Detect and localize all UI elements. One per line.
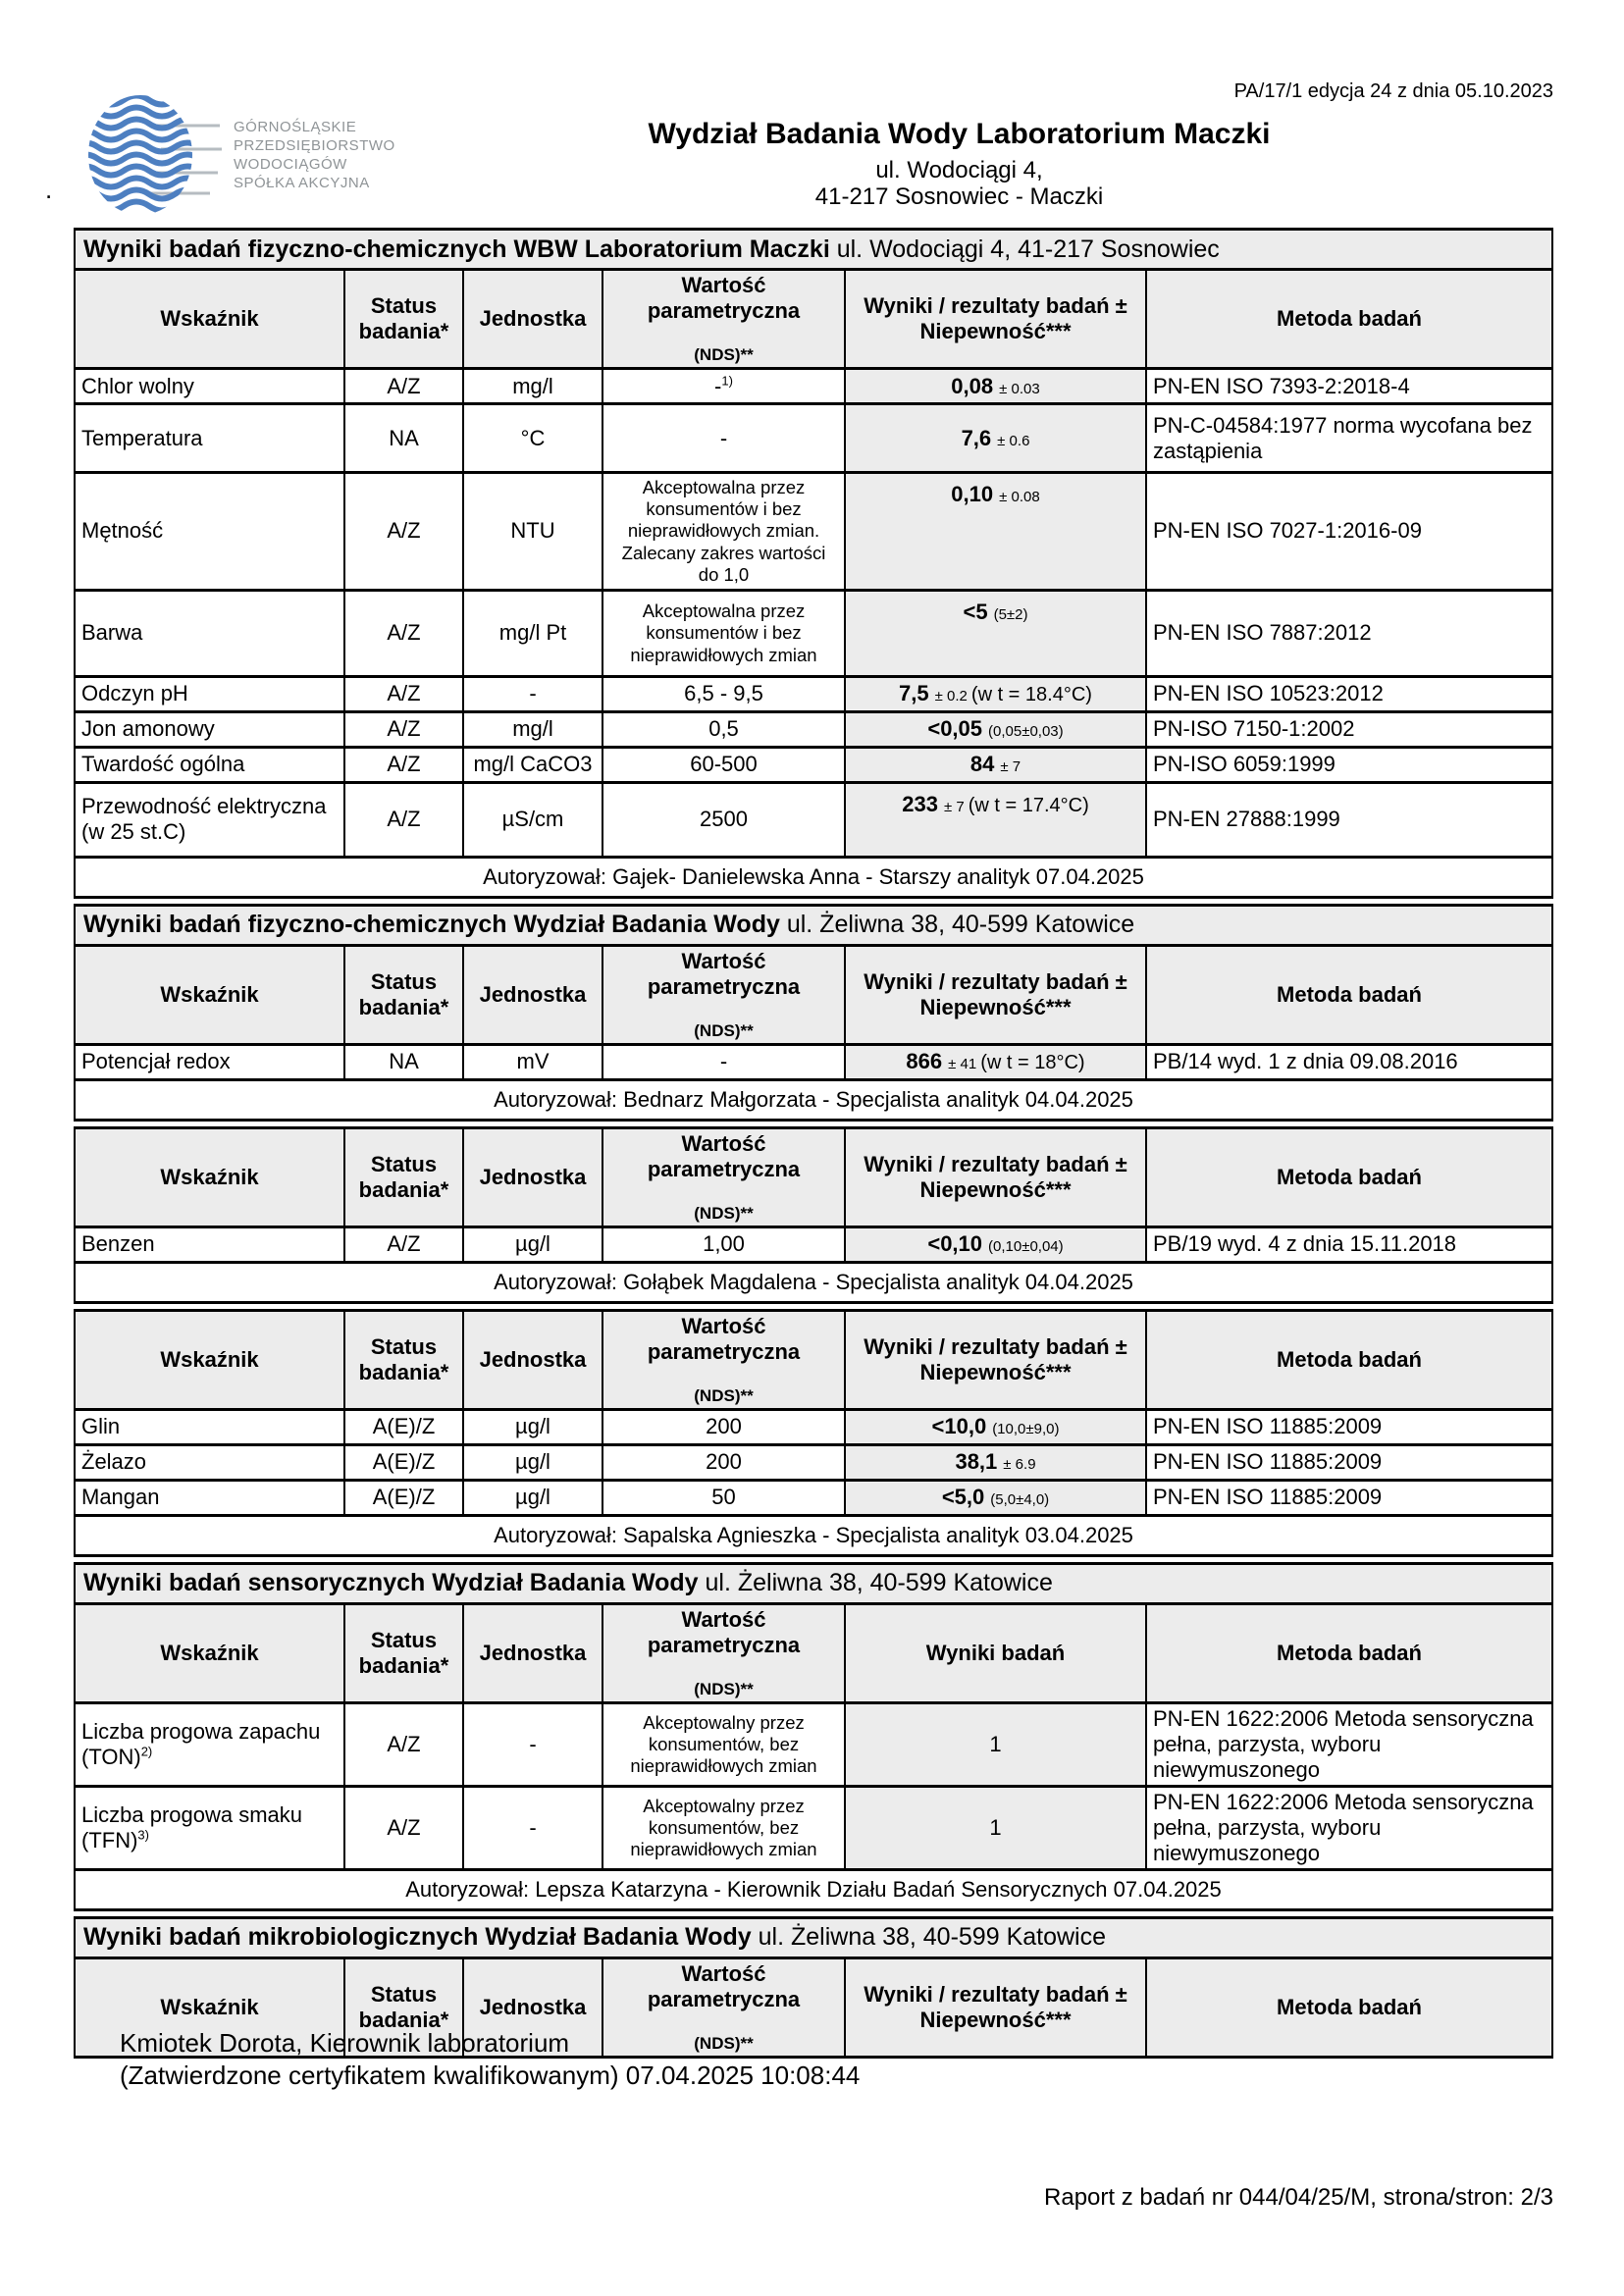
status-cell: A/Z	[344, 1786, 463, 1869]
table-row	[75, 473, 1552, 591]
stray-dot: .	[45, 175, 53, 204]
col-header-wartosc: Wartość parametryczna (NDS)**	[602, 270, 845, 369]
col-header-wyniki: Wyniki / rezultaty badań ± Niepewność***	[845, 945, 1146, 1044]
table-row	[75, 1786, 1552, 1869]
result-cell: 0,08 ± 0.03	[845, 369, 1146, 404]
col-header-wskaznik: Wskaźnik	[75, 1957, 344, 2057]
company-name-line: SPÓŁKA AKCYJNA	[234, 175, 370, 191]
table-row	[75, 590, 1552, 676]
col-header-status: Status badania*	[344, 1957, 463, 2057]
table-sensory	[74, 1562, 1553, 1911]
header-row	[75, 270, 1552, 369]
table-fiz-chem-maczki	[74, 228, 1553, 899]
col-header-status: Status badania*	[344, 1310, 463, 1409]
company-name-line: GÓRNOŚLĄSKIE	[234, 119, 357, 135]
result-cell: 0,10 ± 0.08	[845, 473, 1146, 591]
method-cell: PB/14 wyd. 1 z dnia 09.08.2016	[1146, 1044, 1552, 1079]
table-row	[75, 711, 1552, 747]
nds-cell: 200	[602, 1409, 845, 1444]
result-cell: 38,1 ± 6.9	[845, 1444, 1146, 1480]
table-row	[75, 404, 1552, 473]
status-cell: A/Z	[344, 1226, 463, 1262]
nds-cell: -	[602, 1044, 845, 1079]
col-header-metoda: Metoda badań	[1146, 1310, 1552, 1409]
col-header-jednostka: Jednostka	[463, 1957, 602, 2057]
results-tables	[74, 228, 1553, 2063]
col-header-metoda: Metoda badań	[1146, 945, 1552, 1044]
result-cell: 233 ± 7 (w t = 17.4°C)	[845, 782, 1146, 857]
method-cell: PN-ISO 7150-1:2002	[1146, 711, 1552, 747]
method-cell: PN-EN ISO 11885:2009	[1146, 1409, 1552, 1444]
nds-cell: 200	[602, 1444, 845, 1480]
signature-name: Kmiotek Dorota, Kierownik laboratorium	[120, 2028, 570, 2058]
result-cell: <0,05 (0,05±0,03)	[845, 711, 1146, 747]
col-header-metoda: Metoda badań	[1146, 1957, 1552, 2057]
col-header-metoda: Metoda badań	[1146, 1603, 1552, 1702]
page-title: Wydział Badania Wody Laboratorium Maczki	[648, 118, 1271, 150]
authorized-row	[75, 1869, 1552, 1909]
section-title: Wyniki badań mikrobiologicznych Wydział Badania Wody ul. Żeliwna 38, 40-599 Katowice	[75, 1917, 1552, 1957]
method-cell: PN-EN 27888:1999	[1146, 782, 1552, 857]
col-header-wskaznik: Wskaźnik	[75, 1127, 344, 1226]
section-title-row	[75, 1563, 1552, 1603]
col-header-wartosc: Wartość parametryczna (NDS)**	[602, 1127, 845, 1226]
section-title-row	[75, 905, 1552, 945]
col-header-wskaznik: Wskaźnik	[75, 270, 344, 369]
company-name-line: WODOCIĄGÓW	[234, 156, 347, 173]
status-cell: A(E)/Z	[344, 1409, 463, 1444]
status-cell: A(E)/Z	[344, 1444, 463, 1480]
col-header-jednostka: Jednostka	[463, 1603, 602, 1702]
section-title: Wyniki badań fizyczno-chemicznych Wydział Badania Wody ul. Żeliwna 38, 40-599 Katowice	[75, 905, 1552, 945]
status-cell: A/Z	[344, 711, 463, 747]
status-cell: A/Z	[344, 590, 463, 676]
nds-cell: Akceptowalny przez konsumentów, bez nieprawidłowych zmian	[602, 1702, 845, 1786]
col-header-wskaznik: Wskaźnik	[75, 1310, 344, 1409]
col-header-jednostka: Jednostka	[463, 1127, 602, 1226]
unit-cell: µg/l	[463, 1226, 602, 1262]
unit-cell: µg/l	[463, 1409, 602, 1444]
col-header-jednostka: Jednostka	[463, 945, 602, 1044]
table-row	[75, 782, 1552, 857]
method-cell: PN-EN ISO 11885:2009	[1146, 1444, 1552, 1480]
authorized-by: Autoryzował: Gołąbek Magdalena - Specjalista analityk 04.04.2025	[75, 1262, 1552, 1302]
status-cell: A(E)/Z	[344, 1480, 463, 1515]
table-row	[75, 676, 1552, 711]
method-cell: PN-EN ISO 7887:2012	[1146, 590, 1552, 676]
result-cell: <10,0 (10,0±9,0)	[845, 1409, 1146, 1444]
col-header-wyniki: Wyniki / rezultaty badań ± Niepewność***	[845, 270, 1146, 369]
section-title: Wyniki badań sensorycznych Wydział Badania Wody ul. Żeliwna 38, 40-599 Katowice	[75, 1563, 1552, 1603]
nds-cell: 2500	[602, 782, 845, 857]
nds-cell: Akceptowalny przez konsumentów, bez nieprawidłowych zmian	[602, 1786, 845, 1869]
water-waves-logo-icon	[84, 92, 232, 218]
nds-cell: -$^{1)}$	[602, 369, 845, 404]
authorized-row	[75, 1515, 1552, 1555]
result-cell: 866 ± 41 (w t = 18°C)	[845, 1044, 1146, 1079]
indicator-cell: Żelazo	[75, 1444, 344, 1480]
authorized-row	[75, 1079, 1552, 1120]
indicator-cell: Liczba progowa smaku (TFN)$^{3)}$	[75, 1786, 344, 1869]
section-title-row	[75, 230, 1552, 270]
signature-cert: (Zatwierdzone certyfikatem kwalifikowanym) 07.04.2025 10:08:44	[120, 2061, 861, 2090]
table-metals	[74, 1309, 1553, 1557]
method-cell: PN-ISO 6059:1999	[1146, 747, 1552, 782]
method-cell: PN-EN ISO 11885:2009	[1146, 1480, 1552, 1515]
col-header-metoda: Metoda badań	[1146, 270, 1552, 369]
letterhead	[294, 118, 1624, 210]
unit-cell: mg/l	[463, 369, 602, 404]
nds-cell: 60-500	[602, 747, 845, 782]
col-header-wartosc: Wartość parametryczna (NDS)**	[602, 1603, 845, 1702]
status-cell: A/Z	[344, 676, 463, 711]
signature-block	[120, 2027, 860, 2092]
nds-cell: -	[602, 404, 845, 473]
indicator-cell: Temperatura	[75, 404, 344, 473]
authorized-by: Autoryzował: Sapalska Agnieszka - Specjalista analityk 03.04.2025	[75, 1515, 1552, 1555]
col-header-wartosc: Wartość parametryczna (NDS)**	[602, 1310, 845, 1409]
company-name-line: PRZEDSIĘBIORSTWO	[234, 137, 395, 154]
col-header-status: Status badania*	[344, 945, 463, 1044]
indicator-cell: Odczyn pH	[75, 676, 344, 711]
indicator-cell: Liczba progowa zapachu (TON)$^{2)}$	[75, 1702, 344, 1786]
unit-cell: mg/l	[463, 711, 602, 747]
result-cell: 1	[845, 1702, 1146, 1786]
unit-cell: mg/l CaCO3	[463, 747, 602, 782]
indicator-cell: Glin	[75, 1409, 344, 1444]
unit-cell: -	[463, 1786, 602, 1869]
status-cell: A/Z	[344, 747, 463, 782]
table-row	[75, 1444, 1552, 1480]
col-header-wartosc: Wartość parametryczna (NDS)**	[602, 945, 845, 1044]
col-header-wartosc: Wartość parametryczna (NDS)**	[602, 1957, 845, 2057]
col-header-wyniki: Wyniki / rezultaty badań ± Niepewność***	[845, 1957, 1146, 2057]
indicator-cell: Benzen	[75, 1226, 344, 1262]
indicator-cell: Barwa	[75, 590, 344, 676]
method-cell: PN-EN 1622:2006 Metoda sensoryczna pełna, parzysta, wyboru niewymuszonego	[1146, 1786, 1552, 1869]
status-cell: A/Z	[344, 369, 463, 404]
table-row	[75, 747, 1552, 782]
table-row	[75, 1044, 1552, 1079]
col-header-wyniki: Wyniki / rezultaty badań ± Niepewność***	[845, 1127, 1146, 1226]
status-cell: A/Z	[344, 782, 463, 857]
nds-cell: Akceptowalna przez konsumentów i bez nieprawidłowych zmian. Zalecany zakres wartości do 1,0	[602, 473, 845, 591]
result-cell: <5 (5±2)	[845, 590, 1146, 676]
authorized-by: Autoryzował: Lepsza Katarzyna - Kierownik Działu Badań Sensorycznych 07.04.2025	[75, 1869, 1552, 1909]
authorized-by: Autoryzował: Gajek- Danielewska Anna - Starszy analityk 07.04.2025	[75, 857, 1552, 897]
col-header-status: Status badania*	[344, 1127, 463, 1226]
unit-cell: NTU	[463, 473, 602, 591]
nds-cell: Akceptowalna przez konsumentów i bez nieprawidłowych zmian	[602, 590, 845, 676]
nds-cell: 6,5 - 9,5	[602, 676, 845, 711]
nds-cell: 50	[602, 1480, 845, 1515]
table-benzen	[74, 1126, 1553, 1304]
indicator-cell: Przewodność elektryczna (w 25 st.C)	[75, 782, 344, 857]
result-cell: 84 ± 7	[845, 747, 1146, 782]
header-row	[75, 1127, 1552, 1226]
col-header-metoda: Metoda badań	[1146, 1127, 1552, 1226]
header-row	[75, 1310, 1552, 1409]
result-cell: 7,6 ± 0.6	[845, 404, 1146, 473]
method-cell: PN-EN ISO 10523:2012	[1146, 676, 1552, 711]
unit-cell: µg/l	[463, 1480, 602, 1515]
col-header-wyniki: Wyniki / rezultaty badań ± Niepewność***	[845, 1310, 1146, 1409]
method-cell: PN-EN 1622:2006 Metoda sensoryczna pełna, parzysta, wyboru niewymuszonego	[1146, 1702, 1552, 1786]
nds-cell: 0,5	[602, 711, 845, 747]
col-header-wskaznik: Wskaźnik	[75, 1603, 344, 1702]
method-cell: PN-C-04584:1977 norma wycofana bez zastąpienia	[1146, 404, 1552, 473]
indicator-cell: Jon amonowy	[75, 711, 344, 747]
result-cell: <0,10 (0,10±0,04)	[845, 1226, 1146, 1262]
indicator-cell: Chlor wolny	[75, 369, 344, 404]
table-row	[75, 369, 1552, 404]
method-cell: PN-EN ISO 7393-2:2018-4	[1146, 369, 1552, 404]
indicator-cell: Mangan	[75, 1480, 344, 1515]
col-header-wskaznik: Wskaźnik	[75, 945, 344, 1044]
status-cell: NA	[344, 404, 463, 473]
status-cell: NA	[344, 1044, 463, 1079]
indicator-cell: Twardość ogólna	[75, 747, 344, 782]
indicator-cell: Mętność	[75, 473, 344, 591]
result-cell: 1	[845, 1786, 1146, 1869]
section-title-row	[75, 1917, 1552, 1957]
authorized-row	[75, 1262, 1552, 1302]
unit-cell: mV	[463, 1044, 602, 1079]
report-footer: Raport z badań nr 044/04/25/M, strona/stron: 2/3	[1044, 2184, 1553, 2211]
header-row	[75, 1603, 1552, 1702]
method-cell: PB/19 wyd. 4 z dnia 15.11.2018	[1146, 1226, 1552, 1262]
unit-cell: -	[463, 1702, 602, 1786]
unit-cell: µg/l	[463, 1444, 602, 1480]
table-row	[75, 1480, 1552, 1515]
col-header-jednostka: Jednostka	[463, 1310, 602, 1409]
unit-cell: -	[463, 676, 602, 711]
nds-cell: 1,00	[602, 1226, 845, 1262]
result-cell: 7,5 ± 0.2 (w t = 18.4°C)	[845, 676, 1146, 711]
col-header-jednostka: Jednostka	[463, 270, 602, 369]
unit-cell: µS/cm	[463, 782, 602, 857]
lab-address-line1: ul. Wodociągi 4,	[875, 157, 1043, 183]
table-fiz-chem-katowice	[74, 904, 1553, 1122]
col-header-wyniki: Wyniki badań	[845, 1603, 1146, 1702]
unit-cell: °C	[463, 404, 602, 473]
header-row	[75, 945, 1552, 1044]
status-cell: A/Z	[344, 473, 463, 591]
authorized-by: Autoryzował: Bednarz Małgorzata - Specjalista analityk 04.04.2025	[75, 1079, 1552, 1120]
table-row	[75, 1409, 1552, 1444]
col-header-status: Status badania*	[344, 270, 463, 369]
unit-cell: mg/l Pt	[463, 590, 602, 676]
col-header-status: Status badania*	[344, 1603, 463, 1702]
authorized-row	[75, 857, 1552, 897]
method-cell: PN-EN ISO 7027-1:2016-09	[1146, 473, 1552, 591]
lab-address-line2: 41-217 Sosnowiec - Maczki	[814, 183, 1104, 210]
table-row	[75, 1226, 1552, 1262]
document-reference: PA/17/1 edycja 24 z dnia 05.10.2023	[1233, 80, 1553, 102]
indicator-cell: Potencjał redox	[75, 1044, 344, 1079]
status-cell: A/Z	[344, 1702, 463, 1786]
section-title: Wyniki badań fizyczno-chemicznych WBW Laboratorium Maczki ul. Wodociągi 4, 41-217 Sosnowiec	[75, 230, 1552, 270]
table-row	[75, 1702, 1552, 1786]
result-cell: <5,0 (5,0±4,0)	[845, 1480, 1146, 1515]
